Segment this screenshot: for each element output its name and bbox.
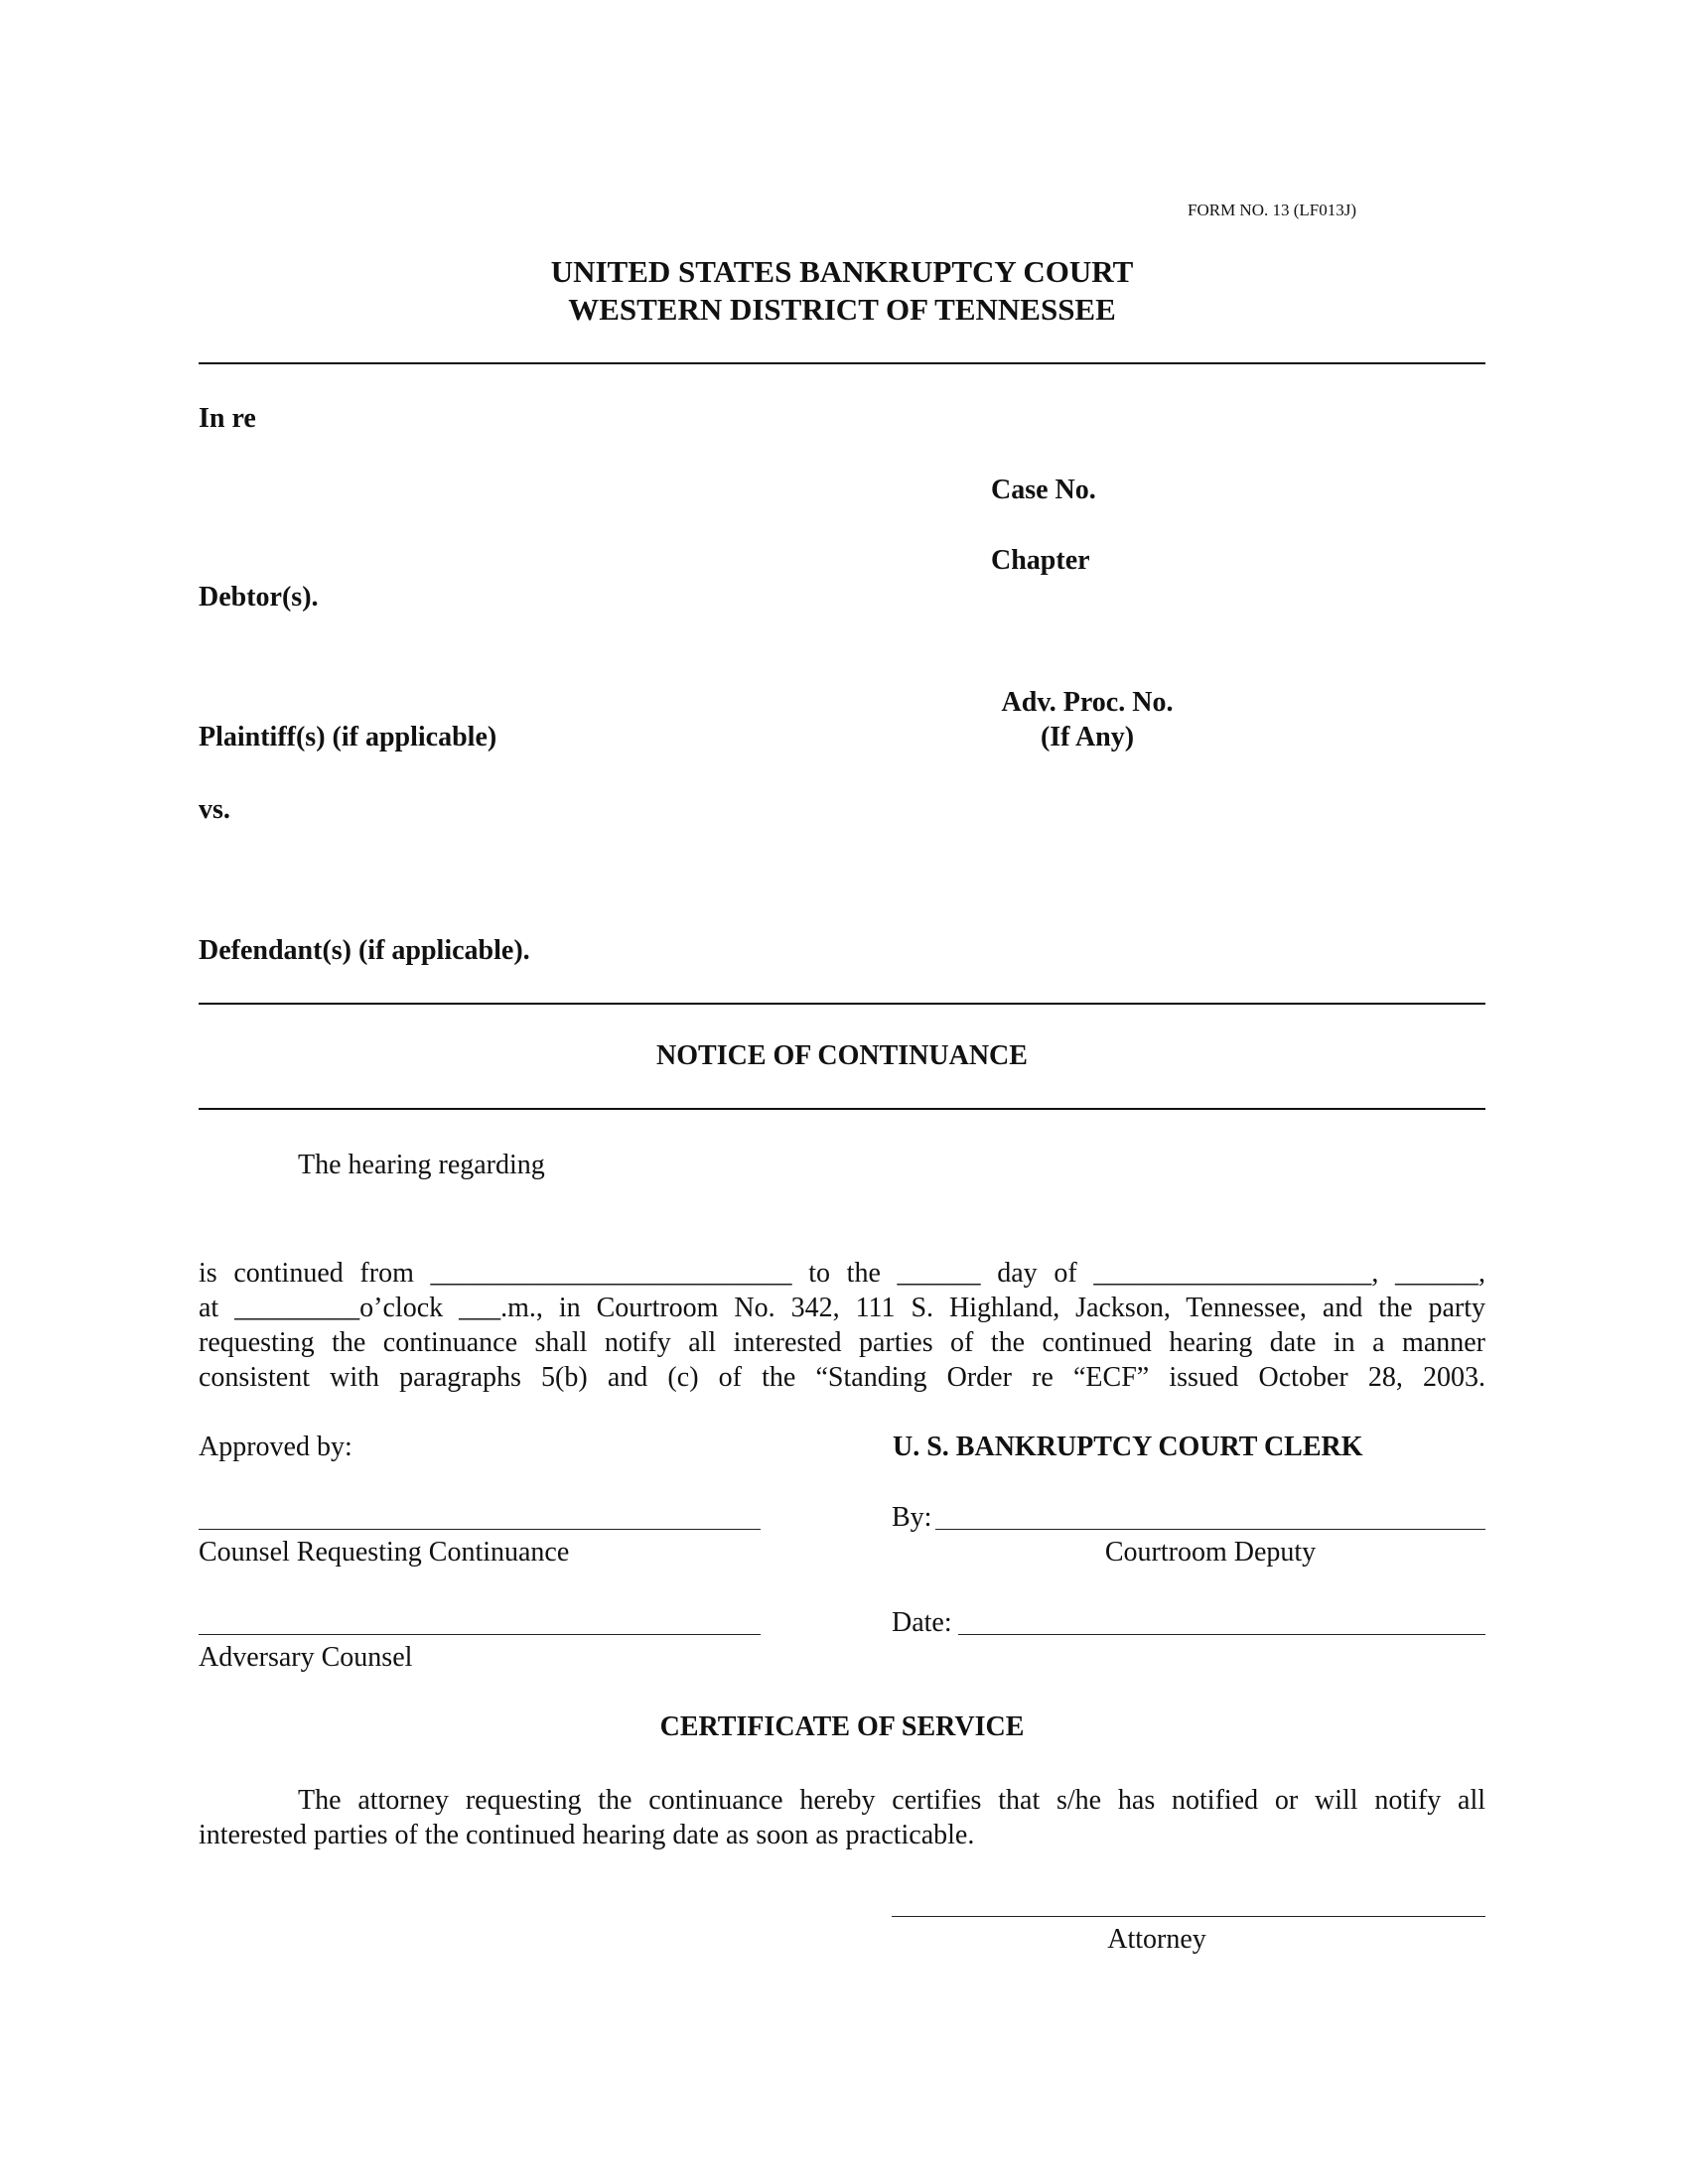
attorney-label: Attorney <box>1107 1924 1206 1955</box>
certificate-line-1: The attorney requesting the continuance hereby certifies that s/he has notified or will notify all <box>298 1785 1485 1816</box>
case-no-label: Case No. <box>991 475 1096 505</box>
plaintiffs-label: Plaintiff(s) (if applicable) <box>199 722 497 752</box>
vs-label: vs. <box>199 794 230 825</box>
approved-by-label: Approved by: <box>199 1432 352 1462</box>
courtroom-deputy-label: Courtroom Deputy <box>1104 1537 1317 1568</box>
header-divider <box>199 362 1485 364</box>
continuance-line-1: is continued from __________________________ to the ______ day of ____________________, ______, <box>199 1258 1485 1289</box>
attorney-signature-line <box>892 1916 1485 1917</box>
counsel-signature-line <box>199 1529 761 1530</box>
by-signature-line <box>935 1529 1485 1530</box>
notice-title: NOTICE OF CONTINUANCE <box>656 1040 1028 1071</box>
continuance-line-4: consistent with paragraphs 5(b) and (c) of the “Standing Order re “ECF” issued October 28, 2003. <box>199 1362 1485 1393</box>
if-any-label: (If Any) <box>1040 722 1135 752</box>
court-district: WESTERN DISTRICT OF TENNESSEE <box>568 292 1116 327</box>
certificate-line-2: interested parties of the continued hearing date as soon as practicable. <box>199 1820 975 1850</box>
adversary-counsel-label: Adversary Counsel <box>199 1642 413 1673</box>
court-name: UNITED STATES BANKRUPTCY COURT <box>550 254 1134 289</box>
defendants-label: Defendant(s) (if applicable). <box>199 935 530 966</box>
adversary-signature-line <box>199 1634 761 1635</box>
hearing-regarding-text: The hearing regarding <box>298 1150 545 1180</box>
by-label: By: <box>892 1502 932 1533</box>
date-line <box>958 1634 1485 1635</box>
adv-proc-no-label: Adv. Proc. No. <box>1001 687 1174 718</box>
caption-divider <box>199 1003 1485 1005</box>
counsel-requesting-label: Counsel Requesting Continuance <box>199 1537 570 1568</box>
debtors-label: Debtor(s). <box>199 582 319 613</box>
continuance-line-3: requesting the continuance shall notify all interested parties of the continued hearing date in a manner <box>199 1327 1485 1358</box>
title-divider <box>199 1108 1485 1110</box>
chapter-label: Chapter <box>991 545 1090 576</box>
continuance-line-2: at _________o’clock ___.m., in Courtroom No. 342, 111 S. Highland, Jackson, Tennessee, and the party <box>199 1293 1485 1323</box>
form-number: FORM NO. 13 (LF013J) <box>1188 201 1357 219</box>
in-re-label: In re <box>199 403 256 434</box>
certificate-title: CERTIFICATE OF SERVICE <box>659 1711 1025 1742</box>
clerk-heading: U. S. BANKRUPTCY COURT CLERK <box>893 1432 1363 1462</box>
date-label: Date: <box>892 1607 952 1638</box>
